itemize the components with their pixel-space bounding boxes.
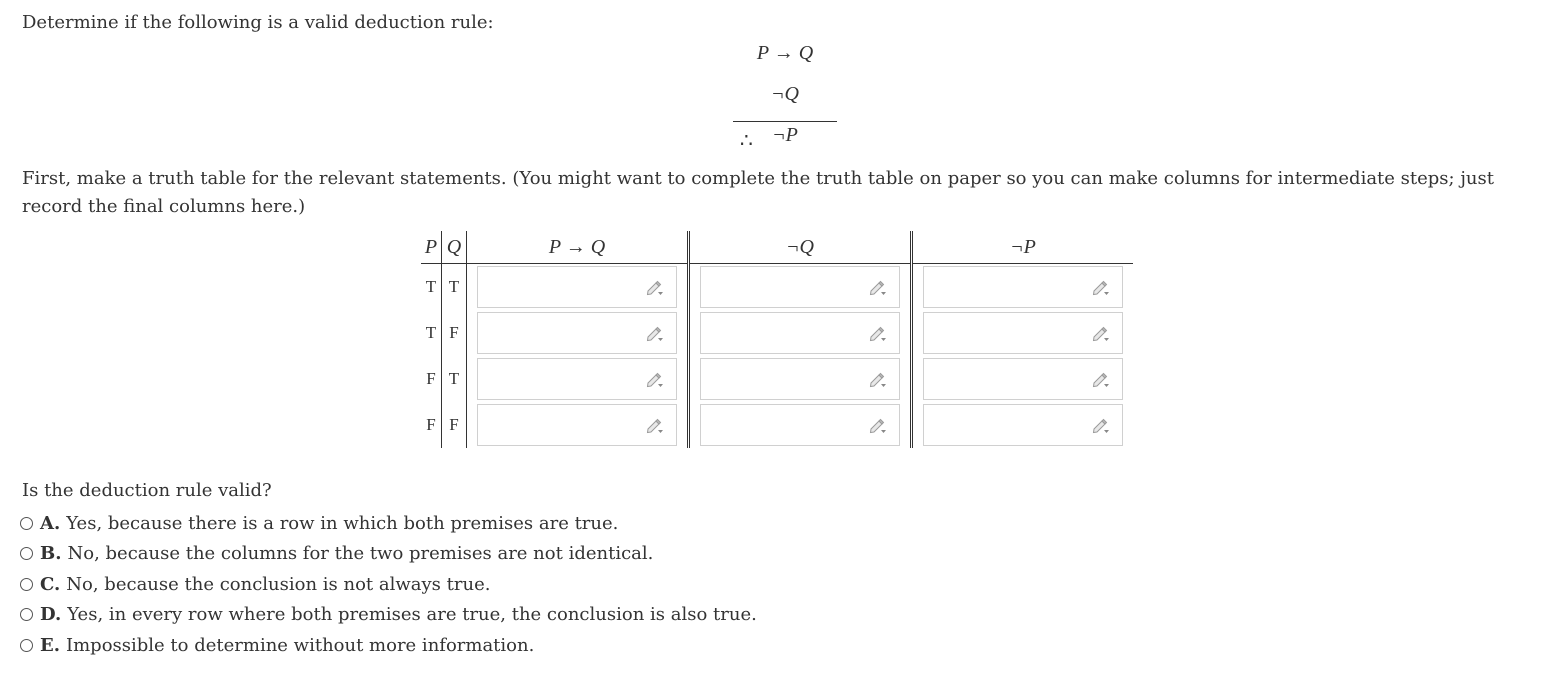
option-text: Yes, because there is a row in which both premises are true.	[66, 512, 619, 534]
cell-p: T	[421, 310, 442, 356]
cell-p: T	[421, 264, 442, 311]
answer-option-a[interactable]	[20, 508, 757, 539]
truth-table-row	[421, 402, 1133, 448]
truth-table-row	[421, 310, 1133, 356]
pencil-dropdown-icon	[646, 326, 664, 342]
truth-table-row	[421, 356, 1133, 402]
truth-table-header	[421, 231, 1133, 264]
answer-cell	[689, 402, 912, 448]
answer-dropdown-col3-row-2[interactable]	[923, 312, 1123, 354]
answer-dropdown-col1-row-2[interactable]	[477, 312, 677, 354]
answer-cell	[467, 310, 689, 356]
pencil-dropdown-icon	[646, 280, 664, 296]
option-letter: E.	[40, 634, 60, 656]
conclusion: ¬P	[772, 124, 798, 146]
pencil-dropdown-icon	[869, 372, 887, 388]
header-q: Q	[442, 231, 467, 264]
premise-1: P → Q	[756, 42, 814, 64]
pencil-dropdown-icon	[1092, 326, 1110, 342]
option-text: No, because the columns for the two premises are not identical.	[67, 543, 654, 565]
answer-cell	[467, 356, 689, 402]
pencil-dropdown-icon	[1092, 418, 1110, 434]
pencil-dropdown-icon	[1092, 372, 1110, 388]
option-text: No, because the conclusion is not always true.	[66, 573, 491, 595]
answer-dropdown-col1-row-3[interactable]	[477, 358, 677, 400]
answer-option-d[interactable]	[20, 600, 757, 631]
pencil-dropdown-icon	[869, 326, 887, 342]
answer-cell	[689, 264, 912, 311]
answer-option-e[interactable]	[20, 630, 757, 661]
header-p: P	[421, 231, 442, 264]
validity-question: Is the deduction rule valid?	[22, 480, 272, 501]
answer-cell	[689, 356, 912, 402]
radio-button[interactable]	[20, 578, 33, 591]
answer-dropdown-col2-row-4[interactable]	[700, 404, 900, 446]
cell-p: F	[421, 356, 442, 402]
option-text: Impossible to determine without more information.	[66, 634, 535, 656]
question-prompt: Determine if the following is a valid deduction rule:	[22, 12, 494, 33]
answer-dropdown-col1-row-4[interactable]	[477, 404, 677, 446]
answer-option-b[interactable]	[20, 539, 757, 570]
pencil-dropdown-icon	[869, 280, 887, 296]
pencil-dropdown-icon	[646, 372, 664, 388]
instruction-text: First, make a truth table for the relevant statements. (You might want to complete the truth table on paper so you can make columns for intermediate steps; just record the final columns here.)	[22, 168, 1494, 217]
radio-button[interactable]	[20, 608, 33, 621]
answer-cell	[912, 356, 1134, 402]
answer-dropdown-col2-row-2[interactable]	[700, 312, 900, 354]
option-letter: A.	[40, 512, 61, 534]
answer-options	[20, 508, 757, 661]
header-not-q: ¬Q	[689, 231, 912, 264]
option-letter: D.	[40, 604, 62, 626]
header-not-p: ¬P	[912, 231, 1134, 264]
truth-table	[421, 231, 1133, 448]
answer-cell	[912, 310, 1134, 356]
deduction-divider	[733, 121, 837, 122]
radio-button[interactable]	[20, 639, 33, 652]
answer-dropdown-col2-row-3[interactable]	[700, 358, 900, 400]
option-letter: C.	[40, 573, 61, 595]
pencil-dropdown-icon	[1092, 280, 1110, 296]
answer-cell	[689, 310, 912, 356]
cell-q: F	[442, 402, 467, 448]
answer-dropdown-col1-row-1[interactable]	[477, 266, 677, 308]
answer-dropdown-col3-row-3[interactable]	[923, 358, 1123, 400]
answer-dropdown-col3-row-1[interactable]	[923, 266, 1123, 308]
radio-button[interactable]	[20, 517, 33, 530]
therefore-symbol: ∴	[740, 128, 753, 152]
radio-button[interactable]	[20, 547, 33, 560]
option-text: Yes, in every row where both premises are true, the conclusion is also true.	[67, 604, 757, 626]
premise-2: ¬Q	[771, 83, 799, 105]
answer-option-c[interactable]	[20, 569, 757, 600]
option-letter: B.	[40, 543, 62, 565]
cell-p: F	[421, 402, 442, 448]
answer-cell	[912, 264, 1134, 311]
cell-q: T	[442, 264, 467, 311]
cell-q: T	[442, 356, 467, 402]
header-p-implies-q: P → Q	[467, 231, 689, 264]
answer-cell	[467, 402, 689, 448]
answer-dropdown-col3-row-4[interactable]	[923, 404, 1123, 446]
truth-table-row	[421, 264, 1133, 311]
answer-cell	[912, 402, 1134, 448]
cell-q: F	[442, 310, 467, 356]
answer-dropdown-col2-row-1[interactable]	[700, 266, 900, 308]
pencil-dropdown-icon	[646, 418, 664, 434]
answer-cell	[467, 264, 689, 311]
pencil-dropdown-icon	[869, 418, 887, 434]
